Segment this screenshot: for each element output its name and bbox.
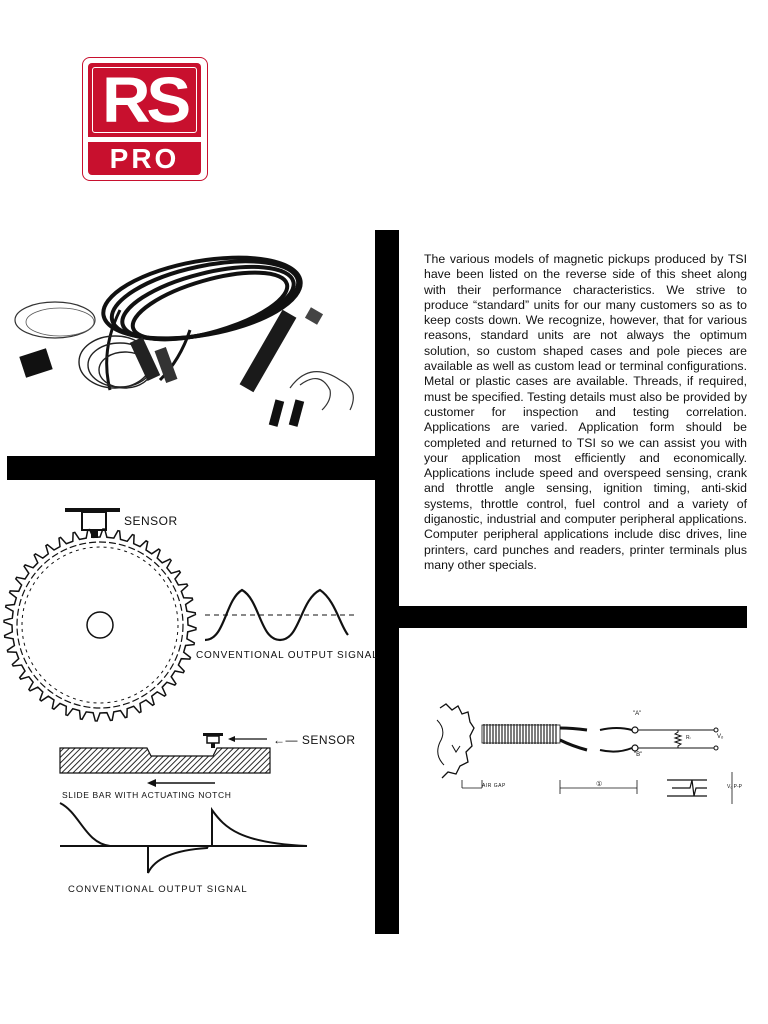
divider-horizontal-left	[7, 456, 399, 480]
peak-to-peak-label: Vₒ P-P	[727, 784, 742, 790]
air-gap-label: AIR GAP	[482, 783, 506, 789]
gear-signal-label: CONVENTIONAL OUTPUT SIGNAL	[196, 650, 379, 661]
logo-rs-text: RS	[102, 64, 187, 136]
output-voltage-label: Vₒ	[717, 734, 724, 740]
logo-pro-text: PRO	[109, 143, 180, 174]
product-photo	[10, 240, 375, 440]
slide-sensor-label: ←— SENSOR	[273, 733, 356, 747]
divider-horizontal-right	[399, 606, 747, 628]
description-paragraph: The various models of magnetic pickups produced by TSI have been listed on the reverse side of this sheet along with their performance characteristics. We strive to produce “standard” units for our many customers so as to keep costs down. We recognize, however, that for various reasons, standard units are not always the optimum solution, so custom shaped cases and pole pieces are available as well as custom lead or terminal configurations. Metal or plastic cases are available. Threads, if required, must be specified. Testing details must also be provided by customer for inspection and testing correlation. Applications are varied. Application form should be completed and returned to TSI so we can assist you with your application most efficiently and economically. Applications include speed and overspeed sensing, crank and throttle angle sensing, ignition timing, anti-skid systems, throttle control, fuel control and a variety of diganostic, industrial and computer peripheral applications. Computer peripheral applications include disc drives, line printers, card punches and readers, printer terminals plus many other specials.	[424, 252, 747, 572]
gear-diagram	[10, 505, 370, 710]
load-resistor-label: Rₗ	[686, 735, 691, 741]
gear-teeth-outline	[4, 529, 196, 721]
point-b-label: "B"	[634, 752, 643, 758]
rs-pro-logo	[82, 57, 208, 181]
slide-signal-label: CONVENTIONAL OUTPUT SIGNAL	[68, 884, 248, 895]
sensor-label: SENSOR	[124, 514, 178, 528]
point-a-label: "A"	[633, 711, 642, 717]
distance-marker: ①	[596, 781, 603, 788]
slide-bar-label: SLIDE BAR WITH ACTUATING NOTCH	[62, 790, 232, 800]
circuit-diagram	[432, 700, 748, 820]
divider-vertical	[375, 230, 399, 934]
slide-diagram	[55, 728, 375, 888]
